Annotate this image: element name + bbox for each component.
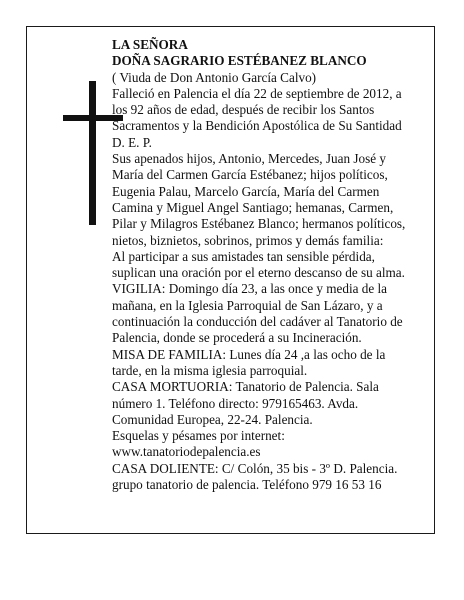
obituary-line: CASA MORTUORIA: Tanatorio de Palencia. Sala bbox=[112, 379, 379, 395]
deceased-name: DOÑA SAGRARIO ESTÉBANEZ BLANCO bbox=[112, 53, 367, 69]
obituary-heading: LA SEÑORA bbox=[112, 37, 188, 52]
obituary-line: Esquelas y pésames por internet: bbox=[112, 428, 285, 444]
obituary-line: VIGILIA: Domingo día 23, a las once y media de la bbox=[112, 281, 388, 297]
obituary-line: Sus apenados hijos, Antonio, Mercedes, Juan José y bbox=[112, 151, 386, 167]
obituary-line: continuación la conducción del cadáver al Tanatorio de bbox=[112, 314, 403, 330]
obituary-line: grupo tanatorio de palencia. Teléfono 979 16 53 16 bbox=[112, 477, 382, 493]
obituary-line: CASA DOLIENTE: C/ Colón, 35 bis - 3º D. Palencia. bbox=[112, 460, 398, 476]
obituary-line: D. E. P. bbox=[112, 134, 152, 150]
obituary-line: Pilar y Milagros Estébanez Blanco; hermanos políticos, bbox=[112, 216, 406, 232]
obituary-line: Al participar a sus amistades tan sensible pérdida, bbox=[112, 248, 375, 264]
obituary-line: los 92 años de edad, después de recibir los Santos bbox=[112, 102, 375, 118]
obituary-line: Eugenia Palau, Marcelo García, María del Carmen bbox=[112, 183, 380, 199]
obituary-line: número 1. Teléfono directo: 979165463. Avda. bbox=[112, 395, 359, 411]
obituary-line: Sacramentos y la Bendición Apostólica de Su Santidad bbox=[112, 118, 402, 134]
obituary-line: Palencia, donde se procederá a su Incineración. bbox=[112, 330, 362, 346]
obituary-line: MISA DE FAMILIA: Lunes día 24 ,a las ocho de la bbox=[112, 346, 386, 362]
obituary-line: Camina y Miguel Angel Santiago; hemanas, Carmen, bbox=[112, 199, 394, 215]
obituary-line: nietos, biznietos, sobrinos, primos y demás familia: bbox=[112, 232, 384, 248]
website-link[interactable]: www.tanatoriodepalencia.es bbox=[112, 444, 261, 460]
obituary-line: María del Carmen García Estébanez; hijos políticos, bbox=[112, 167, 388, 183]
obituary-line: tarde, en la misma iglesia parroquial. bbox=[112, 362, 308, 378]
obituary-text bbox=[112, 37, 424, 493]
obituary-line: mañana, en la Iglesia Parroquial de San Lázaro, y a bbox=[112, 297, 383, 313]
cross-vertical-bar bbox=[89, 81, 96, 225]
obituary-line: suplican una oración por el eterno descanso de su alma. bbox=[112, 265, 405, 281]
obituary-line: Comunidad Europea, 22-24. Palencia. bbox=[112, 411, 313, 427]
obituary-line: ( Viuda de Don Antonio García Calvo) bbox=[112, 69, 317, 85]
obituary-line: Falleció en Palencia el día 22 de septiembre de 2012, a bbox=[112, 85, 402, 101]
